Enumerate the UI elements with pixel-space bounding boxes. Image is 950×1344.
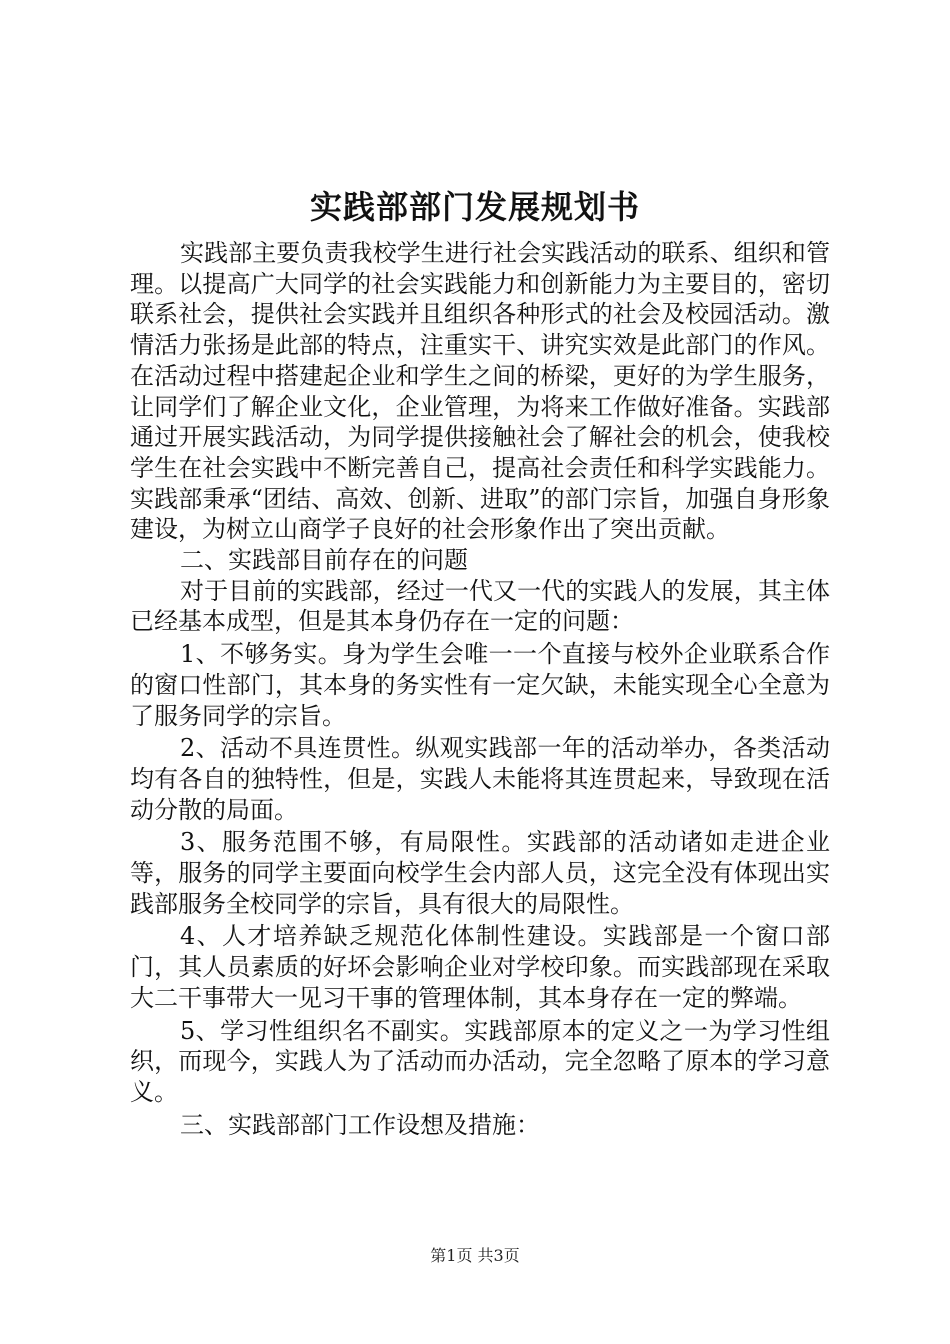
paragraph-problem-4: 4、人才培养缺乏规范化体制性建设。实践部是一个窗口部门，其人员素质的好坏会影响企业对学校印象。而实践部现在采取大二干事带大一见习干事的管理体制，其本身存在一定的弊端。 bbox=[130, 922, 830, 1012]
paragraph-problem-2: 2、活动不具连贯性。纵观实践部一年的活动举办，各类活动均有各自的独特性，但是，实践人未能将其连贯起来，导致现在活动分散的局面。 bbox=[130, 734, 830, 824]
document-body bbox=[130, 238, 830, 1140]
page-footer: 第1页 共3页 bbox=[430, 1246, 520, 1265]
section-heading-problems: 二、实践部目前存在的问题 bbox=[180, 546, 468, 575]
paragraph-intro: 实践部主要负责我校学生进行社会实践活动的联系、组织和管理。以提高广大同学的社会实践能力和创新能力为主要目的，密切联系社会，提供社会实践并且组织各种形式的社会及校园活动。激情活力张扬是此部的特点，注重实干、讲究实效是此部门的作风。在活动过程中搭建起企业和学生之间的桥梁，更好的为学生服务，让同学们了解企业文化，企业管理，为将来工作做好准备。实践部通过开展实践活动，为同学提供接触社会了解社会的机会，使我校学生在社会实践中不断完善自己，提高社会责任和科学实践能力。实践部秉承“团结、高效、创新、进取”的部门宗旨，加强自身形象建设，为树立山商学子良好的社会形象作出了突出贡献。 bbox=[130, 239, 830, 544]
document-title: 实践部部门发展规划书 bbox=[309, 188, 640, 226]
paragraph-problem-1: 1、不够务实。身为学生会唯一一个直接与校外企业联系合作的窗口性部门，其本身的务实性有一定欠缺，未能实现全心全意为了服务同学的宗旨。 bbox=[130, 640, 830, 730]
section-heading-measures: 三、实践部部门工作设想及措施： bbox=[180, 1110, 540, 1139]
paragraph-problem-5: 5、学习性组织名不副实。实践部原本的定义之一为学习性组织，而现今，实践人为了活动而办活动，完全忽略了原本的学习意义。 bbox=[130, 1016, 830, 1106]
paragraph-problems-intro: 对于目前的实践部，经过一代又一代的实践人的发展，其主体已经基本成型，但是其本身仍存在一定的问题： bbox=[130, 576, 830, 636]
paragraph-problem-3: 3、服务范围不够，有局限性。实践部的活动诸如走进企业等，服务的同学主要面向校学生会内部人员，这完全没有体现出实践部服务全校同学的宗旨，具有很大的局限性。 bbox=[130, 828, 830, 918]
